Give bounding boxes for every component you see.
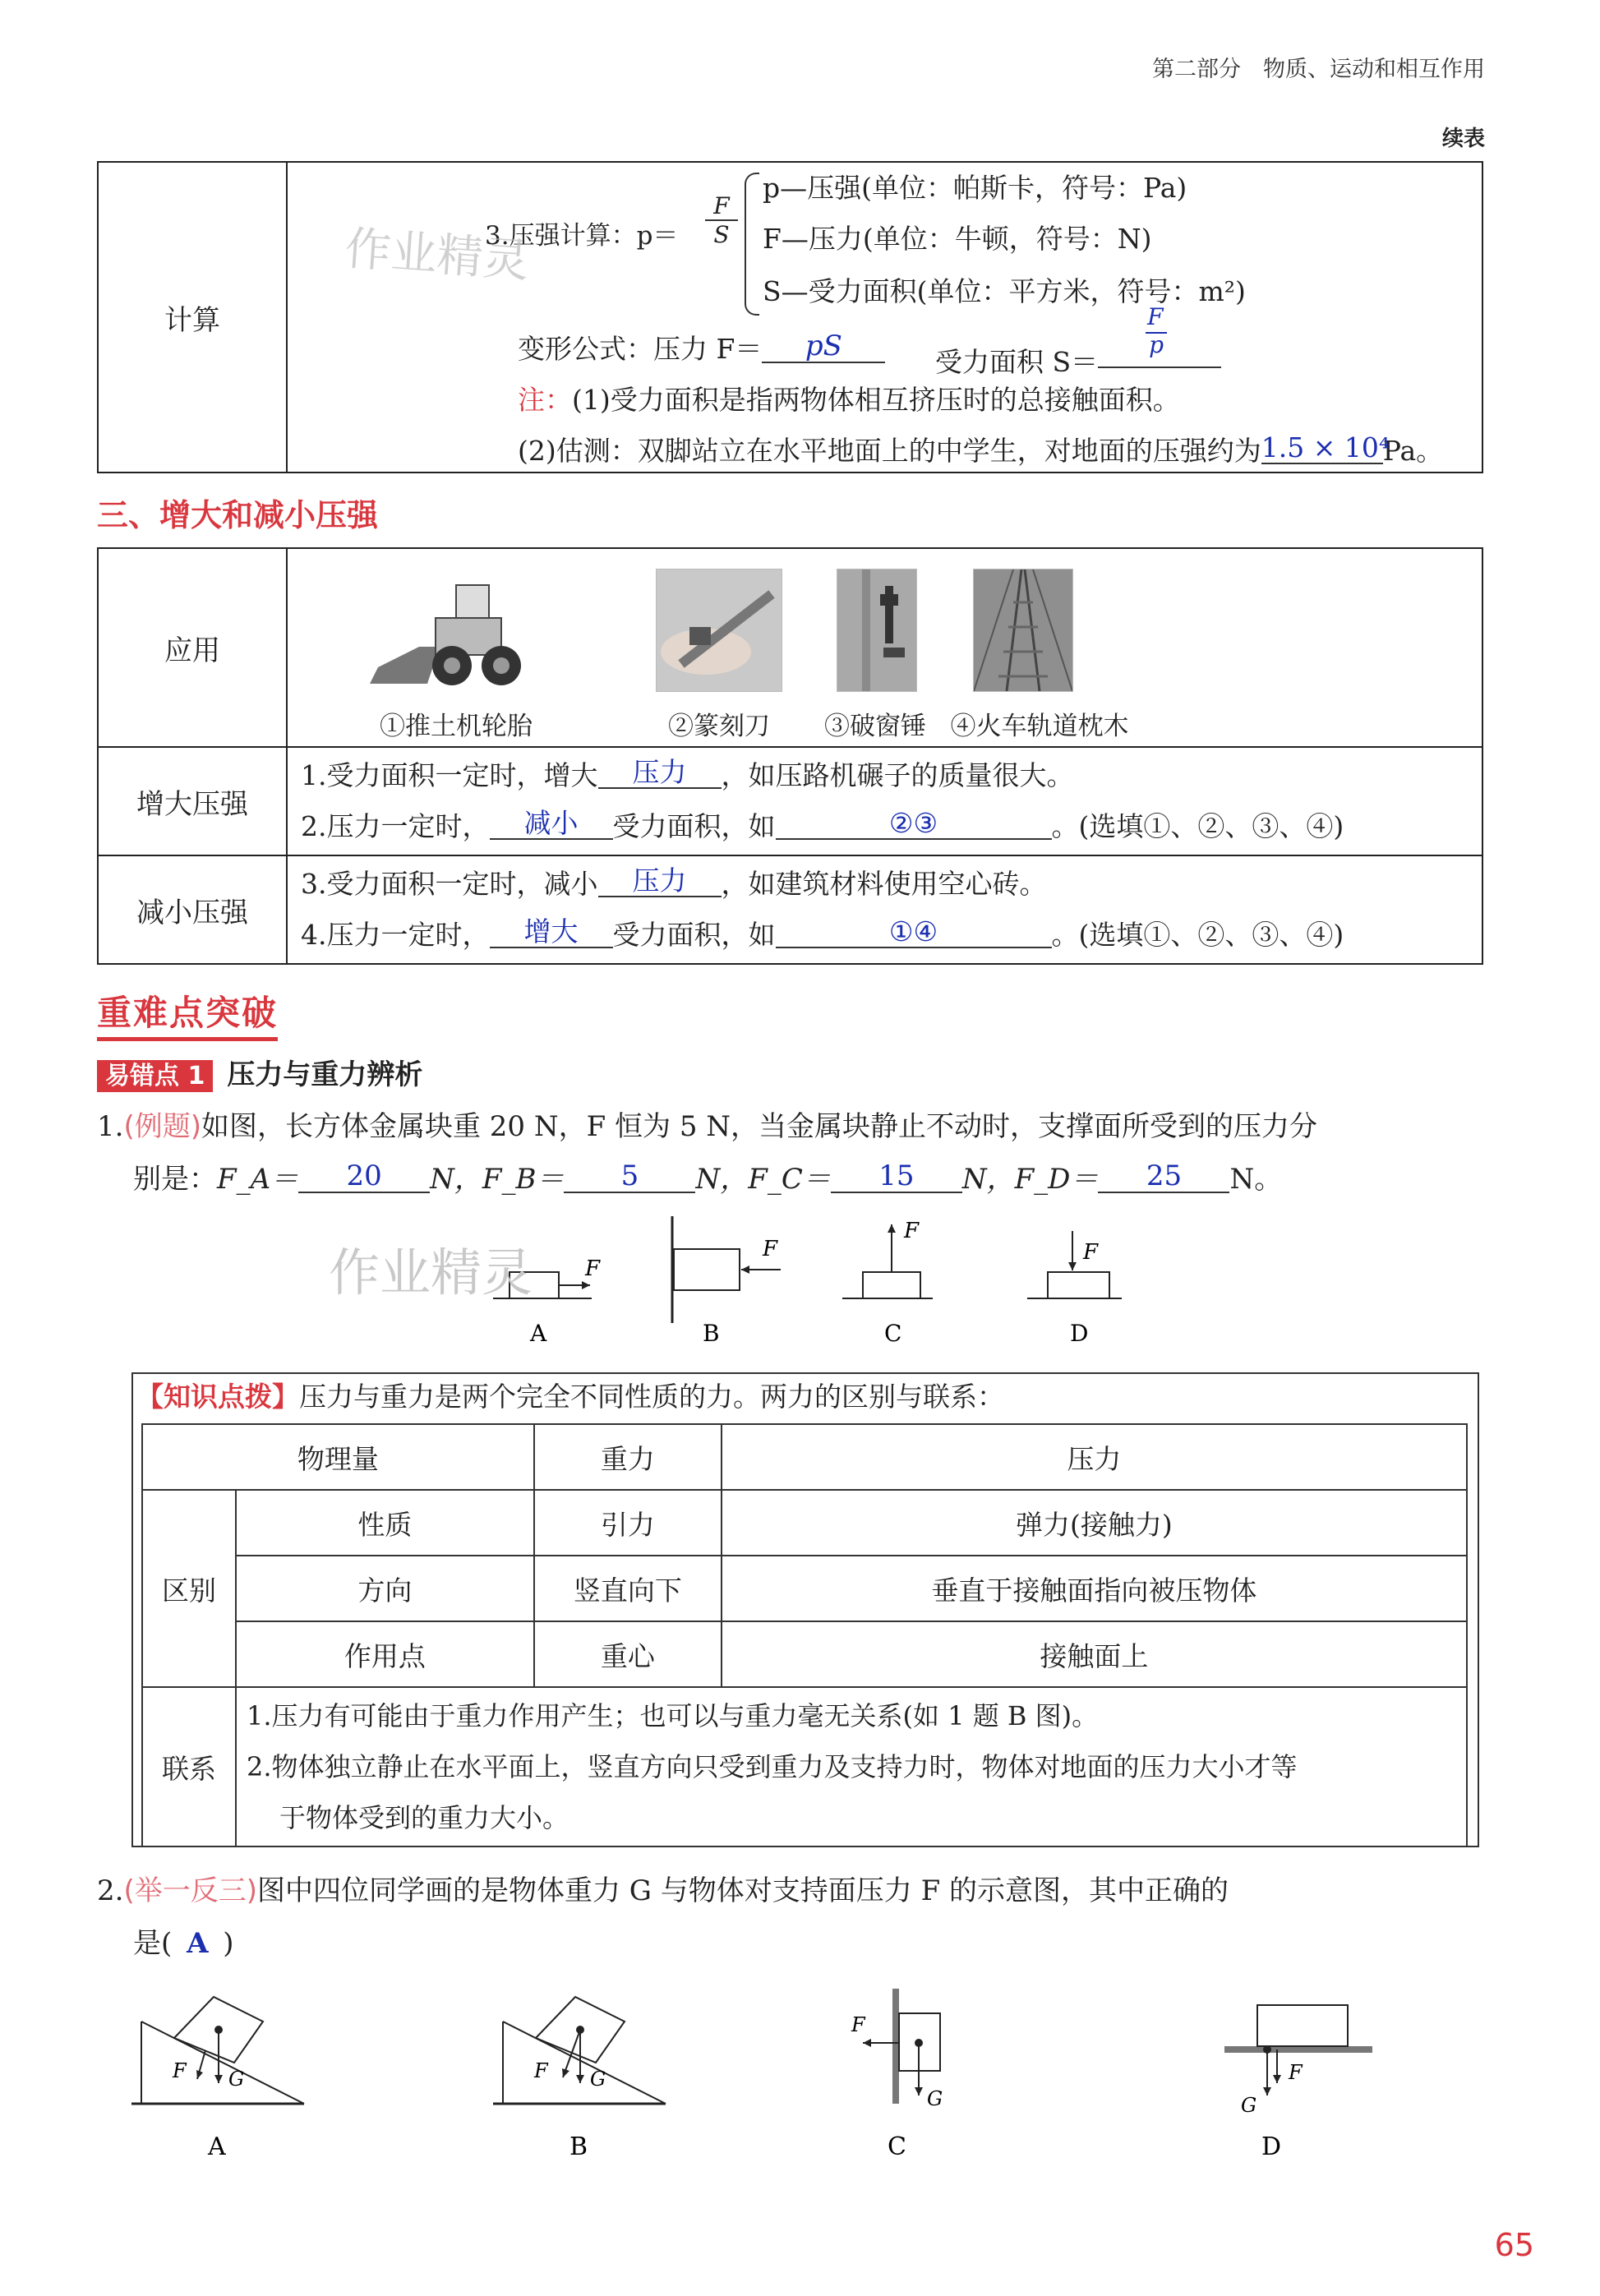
q1-line-2: 别是：F_A＝ 20 N，F_B＝ 5 N，F_C＝ 15 N，F_D＝ 25 N。 xyxy=(133,1160,1283,1196)
increase-content xyxy=(287,747,1482,855)
increase-line-1: 1.受力面积一定时，增大 压力 ，如压路机碾子的质量很大。 xyxy=(301,756,1074,791)
q2-fig-d xyxy=(1224,2005,1372,2161)
answer-fa[interactable]: 20 xyxy=(298,1161,430,1193)
th-quantity: 物理量 xyxy=(142,1424,534,1490)
answer-F-over-p[interactable]: $\frac{F}{p}$ xyxy=(1098,320,1221,368)
caption-1: ①推土机轮胎 xyxy=(380,712,533,741)
q1-figures xyxy=(329,1208,1167,1364)
svg-text:A: A xyxy=(530,1320,547,1347)
diff-label: 区别 xyxy=(142,1490,236,1687)
svg-text:G: G xyxy=(590,2068,606,2091)
calc-content xyxy=(287,162,1482,473)
key-points-title: 重难点突破 xyxy=(97,986,278,1041)
decrease-content xyxy=(287,855,1482,964)
row-direction-label: 方向 xyxy=(236,1556,534,1621)
decrease-line-1: 3.受力面积一定时，减小 压力 ，如建筑材料使用空心砖。 xyxy=(301,864,1047,900)
page-number: 65 xyxy=(1494,2227,1534,2263)
answer-fc[interactable]: 15 xyxy=(831,1161,962,1193)
q2-fig-b xyxy=(493,1997,666,2161)
q2-fig-a xyxy=(131,1997,304,2161)
svg-text:D: D xyxy=(1070,1320,1089,1347)
q1-fig-b xyxy=(672,1216,781,1347)
error-point-badge: 易错点 1 xyxy=(97,1060,213,1092)
running-header: 第二部分 物质、运动和相互作用 xyxy=(1152,57,1485,82)
app-images xyxy=(287,548,1482,747)
svg-text:F: F xyxy=(851,2013,865,2036)
answer-q2[interactable]: A xyxy=(187,1927,209,1960)
decrease-line-2: 4.压力一定时， 增大 受力面积，如 ①④ 。(选填①、②、③、④) xyxy=(301,915,1344,951)
answer-dec-1[interactable]: 压力 xyxy=(598,866,722,897)
link-line-1: 1.压力有可能由于重力作用产生；也可以与重力毫无关系(如 1 题 B 图)。 xyxy=(247,1700,1099,1731)
answer-inc-3[interactable]: ②③ xyxy=(776,809,1052,840)
q2-fig-c xyxy=(851,1989,943,2161)
error-point-1-header xyxy=(97,1052,422,1092)
q1-line-1: 1.(例题)如图，长方体金属块重 20 N，F 恒为 5 N，当金属块静止不动时，支撑面所受到的压力分 xyxy=(97,1110,1318,1143)
row-nature-gravity: 引力 xyxy=(534,1490,722,1556)
var-p: p—压强(单位：帕斯卡，符号：Pa) xyxy=(763,172,1187,204)
q2-line-1: 2.(举一反三)图中四位同学画的是物体重力 G 与物体对支持面压力 F 的示意图，其中正确的 xyxy=(97,1874,1229,1907)
svg-text:F: F xyxy=(1083,1240,1099,1265)
caption-3: ③破窗锤 xyxy=(824,712,926,741)
row-point-pressure: 接触面上 xyxy=(722,1621,1467,1687)
calc-table xyxy=(97,161,1483,473)
brace xyxy=(745,173,759,316)
watermark: 作业精灵 xyxy=(343,222,531,288)
formula-prefix: 3.压强计算：p＝ xyxy=(485,221,679,251)
derived-formula: 变形公式：压力 F＝ pS xyxy=(518,324,885,375)
increase-label: 增大压强 xyxy=(98,747,287,855)
link-line-2: 2.物体独立静止在水平面上，竖直方向只受到重力及支持力时，物体对地面的压力大小才等 xyxy=(247,1751,1298,1782)
pressure-table xyxy=(97,547,1483,965)
svg-text:G: G xyxy=(927,2087,943,2110)
svg-text:F: F xyxy=(904,1219,920,1243)
force-comparison-table xyxy=(141,1423,1468,1847)
app-label: 应用 xyxy=(98,548,287,747)
q2-figures xyxy=(123,1972,1405,2169)
derived-area: 受力面积 S＝ $\frac{F}{p}$ xyxy=(935,324,1221,388)
note-2: (2)估测：双脚站立在水平地面上的中学生，对地面的压强约为1.5 × 10⁴Pa。 xyxy=(518,431,1444,467)
knowledge-tip-box xyxy=(131,1372,1479,1847)
var-f: F—压力(单位：牛顿，符号：N) xyxy=(763,223,1152,255)
answer-dec-2[interactable]: 增大 xyxy=(490,917,613,948)
svg-text:C: C xyxy=(888,2132,906,2161)
svg-text:F: F xyxy=(1289,2061,1303,2084)
svg-text:A: A xyxy=(208,2132,226,2161)
row-nature-label: 性质 xyxy=(236,1490,534,1556)
window-hammer-image xyxy=(837,569,917,692)
th-gravity: 重力 xyxy=(534,1424,722,1490)
q1-fig-c xyxy=(842,1219,933,1347)
answer-fd[interactable]: 25 xyxy=(1098,1161,1229,1193)
caption-4: ④火车轨道枕木 xyxy=(950,712,1129,741)
tip-heading: 【知识点拨】压力与重力是两个完全不同性质的力。两力的区别与联系： xyxy=(136,1381,1004,1413)
svg-text:B: B xyxy=(703,1320,720,1347)
carving-knife-image xyxy=(656,569,782,692)
svg-text:G: G xyxy=(1241,2094,1257,2117)
link-line-3: 于物体受到的重力大小。 xyxy=(279,1802,569,1833)
formula-fraction: F S xyxy=(705,192,738,248)
row-direction-gravity: 竖直向下 xyxy=(534,1556,722,1621)
th-pressure: 压力 xyxy=(722,1424,1467,1490)
q1-fig-d xyxy=(1027,1231,1122,1347)
error-point-title: 压力与重力辨析 xyxy=(227,1058,423,1091)
svg-text:C: C xyxy=(884,1320,902,1347)
q2-line-2: 是( A ) xyxy=(133,1918,234,1969)
var-s: S—受力面积(单位：平方米，符号：m²) xyxy=(763,275,1246,307)
svg-text:F: F xyxy=(173,2059,187,2082)
svg-text:D: D xyxy=(1261,2132,1282,2161)
decrease-label: 减小压强 xyxy=(98,855,287,964)
continued-label: 续表 xyxy=(1441,127,1485,151)
answer-inc-2[interactable]: 减小 xyxy=(490,809,613,840)
row-nature-pressure: 弹力(接触力) xyxy=(722,1490,1467,1556)
svg-text:F: F xyxy=(763,1237,778,1261)
row-point-gravity: 重心 xyxy=(534,1621,722,1687)
note-1: 注：(1)受力面积是指两物体相互挤压时的总接触面积。 xyxy=(518,384,1180,416)
svg-text:F: F xyxy=(585,1256,601,1281)
answer-fb[interactable]: 5 xyxy=(564,1161,695,1193)
svg-text:B: B xyxy=(569,2132,588,2161)
increase-line-2: 2.压力一定时， 减小 受力面积，如 ②③ 。(选填①、②、③、④) xyxy=(301,807,1344,842)
answer-dec-3[interactable]: ①④ xyxy=(776,917,1052,948)
svg-text:G: G xyxy=(228,2068,245,2091)
link-content xyxy=(236,1687,1467,1846)
answer-inc-1[interactable]: 压力 xyxy=(598,758,722,789)
section-3-title: 三、增大和减小压强 xyxy=(97,497,379,533)
watermark-2: 作业精灵 xyxy=(329,1243,533,1302)
bulldozer-image xyxy=(362,569,542,692)
answer-pressure-estimate[interactable]: 1.5 × 10⁴ xyxy=(1261,431,1390,463)
row-point-label: 作用点 xyxy=(236,1621,534,1687)
caption-2: ②篆刻刀 xyxy=(668,712,770,741)
svg-text:F: F xyxy=(534,2059,548,2082)
link-label: 联系 xyxy=(142,1687,236,1846)
railway-sleepers-image xyxy=(973,569,1073,692)
answer-pS[interactable]: pS xyxy=(762,331,885,363)
row-direction-pressure: 垂直于接触面指向被压物体 xyxy=(722,1556,1467,1621)
calc-label: 计算 xyxy=(98,162,287,473)
